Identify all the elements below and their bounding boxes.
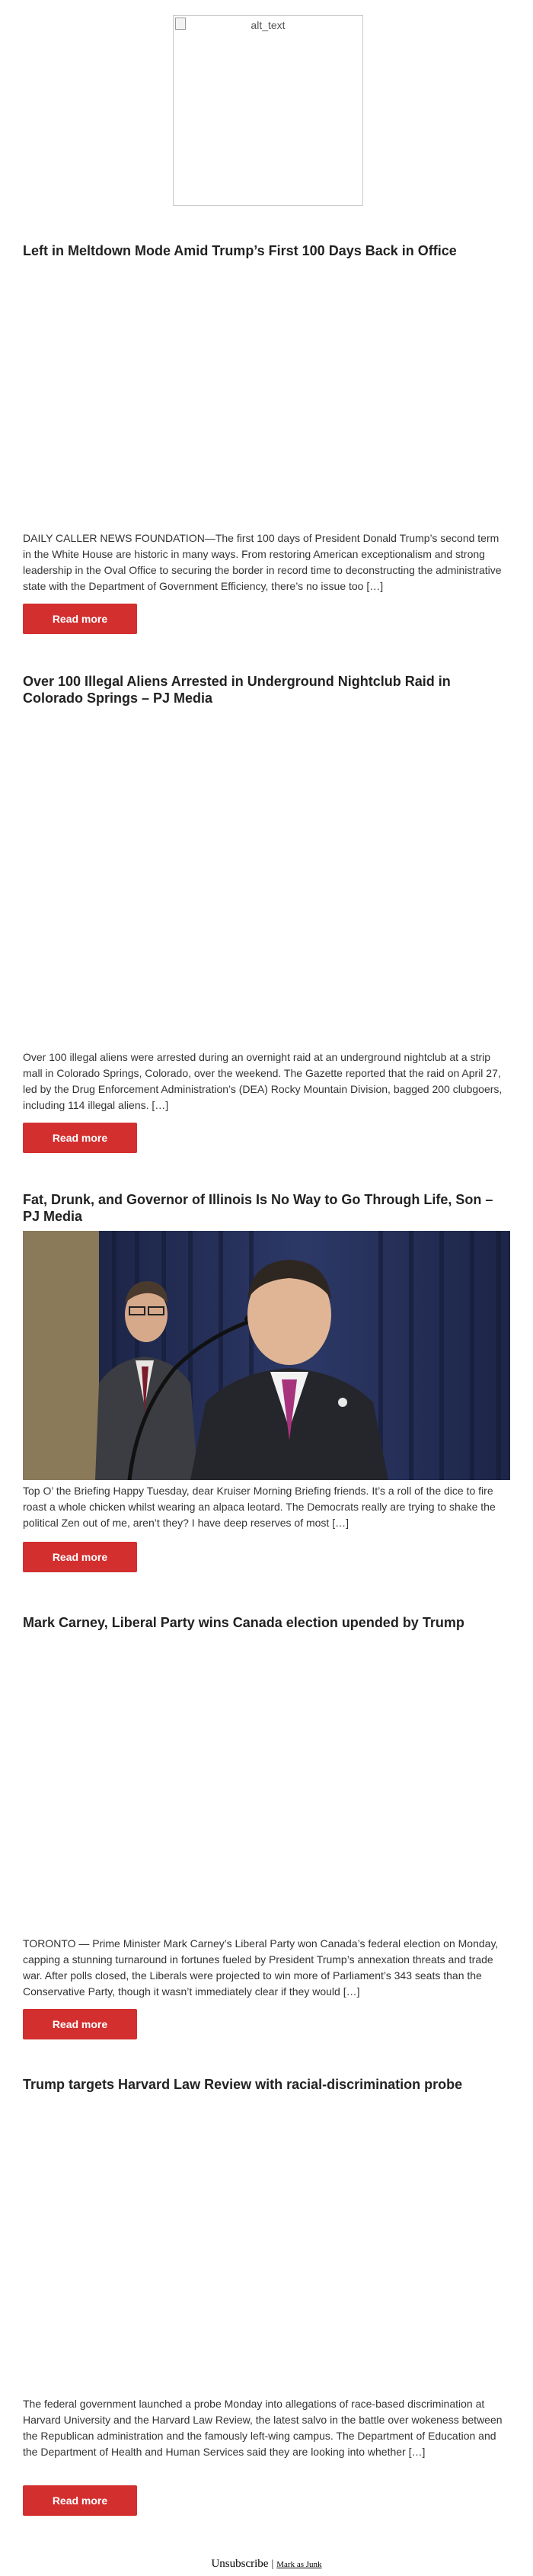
article-5 [23,2076,510,2507]
read-more-button[interactable]: Read more [23,2485,137,2516]
read-more-button[interactable]: Read more [23,2009,137,2039]
read-more-button[interactable]: Read more [23,1542,137,1572]
article-image-placeholder [23,710,510,1014]
footer [0,2557,533,2571]
article-image-placeholder [23,2103,510,2363]
article-title[interactable]: Left in Meltdown Mode Amid Trump’s First 100 Days Back in Office [23,243,457,258]
article-2 [23,673,510,1144]
article-image-placeholder [23,1642,510,1901]
article-excerpt: DAILY CALLER NEWS FOUNDATION—The first 100 days of President Donald Trump’s second term in the White House are historic in many ways. From restoring American exceptionalism and strong leadership in the Oval Office to securing the border in record time to deconstructing the administrative state with the Department of Government Efficiency, there’s no issue too […] [23,532,502,592]
unsubscribe-link[interactable]: Unsubscribe [211,2558,269,2570]
mark-as-junk-link[interactable]: Mark as Junk [276,2560,322,2569]
article-photo[interactable] [23,1231,510,1480]
article-1 [23,242,510,625]
article-excerpt: Over 100 illegal aliens were arrested during an overnight raid at an underground nightclub at a strip mall in Colorado Springs, Colorado, over the weekend. The Gazette reported that the raid on April 27, led by the Drug Enforcement Administration’s (DEA) Rocky Mountain Division, bagged 200 clubgoers, including 114 illegal aliens. […] [23,1051,503,1111]
article-title[interactable]: Over 100 Illegal Aliens Arrested in Underground Nightclub Raid in Colorado Springs – PJ Media [23,674,451,706]
footer-separator: | [271,2558,274,2570]
article-image-placeholder [23,270,510,529]
article-excerpt: Top O’ the Briefing Happy Tuesday, dear Kruiser Morning Briefing friends. It’s a roll of the dice to fire roast a whole chicken whilst wearing an alpaca leotard. The Democrats really are trying to shake the political Zen out of me, aren’t they? I have deep reserves of most […] [23,1485,496,1529]
logo-alt-text: alt_text [251,19,286,31]
article-title[interactable]: Fat, Drunk, and Governor of Illinois Is No Way to Go Through Life, Son – PJ Media [23,1192,493,1224]
article-excerpt: TORONTO — Prime Minister Mark Carney’s Liberal Party won Canada’s federal election on Monday, capping a stunning turnaround in fortunes fueled by President Trump’s annexation threats and trade war. After polls closed, the Liberals were projected to win more of Parliament’s 343 seats than the Conservative Party, though it wasn’t immediately clear if they would […] [23,1937,499,1998]
read-more-button[interactable]: Read more [23,1123,137,1153]
article-3 [23,1191,510,1563]
article-title[interactable]: Mark Carney, Liberal Party wins Canada election upended by Trump [23,1615,464,1630]
article-title[interactable]: Trump targets Harvard Law Review with racial-discrimination probe [23,2077,463,2092]
logo-image [173,15,363,206]
read-more-button[interactable]: Read more [23,604,137,634]
article-4 [23,1614,510,2030]
article-excerpt: The federal government launched a probe Monday into allegations of race-based discrimination at Harvard University and the Harvard Law Review, the latest salvo in the battle over wokeness between the Republican administration and the famously left-wing campus. The Department of Education and the Department of Health and Human Services said they are looking into whether […] [23,2398,503,2458]
